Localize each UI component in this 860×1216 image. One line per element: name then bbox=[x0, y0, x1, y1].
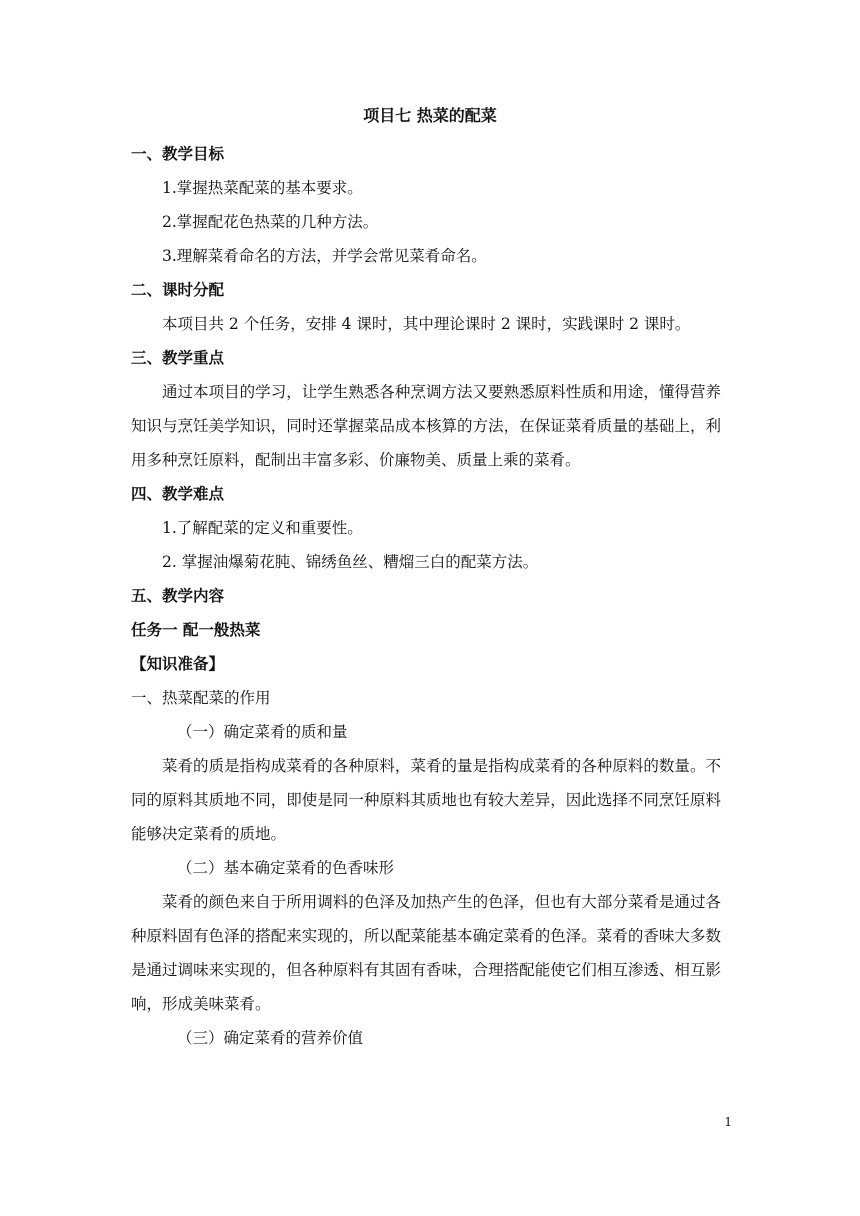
page-number: 1 bbox=[724, 1115, 732, 1129]
section-heading-objectives: 一、教学目标 bbox=[131, 145, 225, 163]
difficulty-item-1: 1.了解配菜的定义和重要性。 bbox=[162, 519, 363, 537]
section-heading-hours: 二、课时分配 bbox=[131, 281, 225, 299]
document-title: 项目七 热菜的配菜 bbox=[363, 106, 497, 125]
point-3-title: （三）确定菜肴的营养价值 bbox=[177, 1029, 364, 1047]
document-body bbox=[131, 137, 731, 1055]
key-points-paragraph: 通过本项目的学习，让学生熟悉各种烹调方法又要熟悉原料性质和用途，懂得营养知识与烹饪美学知识，同时还掌握菜品成本核算的方法，在保证菜肴质量的基础上，利用多种烹饪原料，配制出丰富多彩、价廉物美、质量上乘的菜肴。 bbox=[131, 383, 721, 469]
hours-text: 本项目共 2 个任务，安排 4 课时，其中理论课时 2 课时，实践课时 2 课时。 bbox=[162, 315, 691, 333]
section-heading-difficulties: 四、教学难点 bbox=[131, 485, 225, 503]
point-2-paragraph: 菜肴的颜色来自于所用调料的色泽及加热产生的色泽，但也有大部分菜肴是通过各种原料固有色泽的搭配来实现的，所以配菜能基本确定菜肴的色泽。菜肴的香味大多数是通过调味来实现的，但各种原料有其固有香味，合理搭配能使它们相互渗透、相互影响，形成美味菜肴。 bbox=[131, 893, 721, 1013]
section-heading-key-points: 三、教学重点 bbox=[131, 349, 225, 367]
objective-item-1: 1.掌握热菜配菜的基本要求。 bbox=[162, 179, 363, 197]
objective-item-3: 3.理解菜肴命名的方法，并学会常见菜肴命名。 bbox=[162, 247, 487, 265]
point-1-title: （一）确定菜肴的质和量 bbox=[177, 723, 348, 741]
task-heading: 任务一 配一般热菜 bbox=[131, 621, 261, 639]
section-heading-content: 五、教学内容 bbox=[131, 587, 225, 605]
knowledge-heading: 【知识准备】 bbox=[131, 655, 225, 673]
objective-item-2: 2.掌握配花色热菜的几种方法。 bbox=[162, 213, 379, 231]
subsection-heading: 一、热菜配菜的作用 bbox=[131, 689, 271, 707]
point-1-paragraph: 菜肴的质是指构成菜肴的各种原料，菜肴的量是指构成菜肴的各种原料的数量。不同的原料其质地不同，即使是同一种原料其质地也有较大差异，因此选择不同烹饪原料能够决定菜肴的质地。 bbox=[131, 757, 721, 843]
point-2-title: （二）基本确定菜肴的色香味形 bbox=[177, 859, 395, 877]
difficulty-item-2: 2. 掌握油爆菊花肫、锦绣鱼丝、糟熘三白的配菜方法。 bbox=[162, 553, 539, 571]
